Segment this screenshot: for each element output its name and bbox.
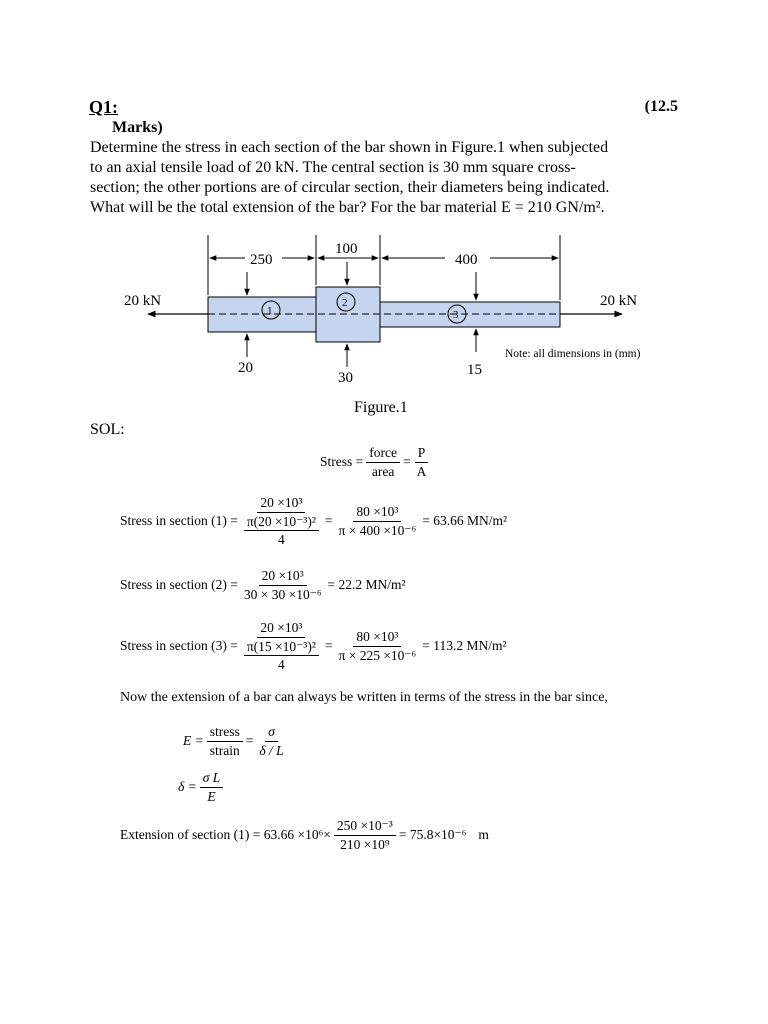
eq-lhs: Stress in section (3) = xyxy=(120,638,238,654)
extension-paragraph: Now the extension of a bar can always be written in terms of the stress in the bar since, xyxy=(120,690,608,705)
denominator: E xyxy=(207,788,216,804)
numerator: 20 ×10³ xyxy=(259,568,307,586)
fraction xyxy=(241,495,322,548)
bar-section-2 xyxy=(316,287,380,342)
fraction xyxy=(336,629,420,663)
fraction xyxy=(241,568,325,602)
length-label-2: 100 xyxy=(335,241,358,257)
numerator: stress xyxy=(207,724,243,742)
numerator: force xyxy=(366,445,400,463)
stress-section-2 xyxy=(120,568,406,602)
question-line-1: Determine the stress in each section of the bar shown in Figure.1 when subjected xyxy=(90,139,609,156)
equals: = xyxy=(324,638,333,654)
dimension-note: Note: all dimensions in (mm) xyxy=(505,348,641,360)
marks-value: (12.5 xyxy=(644,98,678,115)
numerator: 80 ×10³ xyxy=(353,629,401,647)
eq-lhs: Stress = xyxy=(320,454,364,470)
result: = 22.2 MN/m² xyxy=(327,577,406,593)
numerator: P xyxy=(415,445,429,463)
marks-word: Marks) xyxy=(112,119,163,136)
fraction xyxy=(207,724,243,758)
load-left-label: 20 kN xyxy=(124,293,162,309)
denominator: strain xyxy=(209,742,240,758)
diameter-label-2: 30 xyxy=(338,370,353,386)
stress-section-3 xyxy=(120,620,507,673)
fraction xyxy=(414,445,430,479)
denominator xyxy=(241,638,322,673)
section-id-3: 3 xyxy=(453,309,459,321)
numerator: σ xyxy=(265,724,278,742)
numerator: π(20 ×10⁻³)² xyxy=(244,514,319,532)
result: = 63.66 MN/m² xyxy=(422,513,508,529)
result: = 113.2 MN/m² xyxy=(422,638,507,654)
denominator: π × 400 ×10⁻⁶ xyxy=(338,522,417,538)
numerator: 20 ×10³ xyxy=(257,495,305,513)
denominator: A xyxy=(416,463,427,479)
question-line-4: What will be the total extension of the bar? For the bar material E = 210 GN/m². xyxy=(90,199,605,216)
numerator: 80 ×10³ xyxy=(353,504,401,522)
numerator: 20 ×10³ xyxy=(257,620,305,638)
eq-lhs: δ = xyxy=(178,779,197,795)
fraction xyxy=(366,445,400,479)
numerator: π(15 ×10⁻³)² xyxy=(244,639,319,657)
stress-section-1 xyxy=(120,495,507,548)
denominator xyxy=(241,513,322,548)
load-right-label: 20 kN xyxy=(600,293,638,309)
fraction xyxy=(336,504,420,538)
nested-fraction xyxy=(244,639,319,673)
equals: = xyxy=(324,513,333,529)
question-line-2: to an axial tensile load of 20 kN. The central section is 30 mm square cross- xyxy=(90,159,576,176)
result: = 75.8×10⁻⁶ xyxy=(398,827,467,843)
section-id-1: 1 xyxy=(267,305,273,317)
bar-figure xyxy=(0,0,768,430)
length-label-1: 250 xyxy=(250,252,273,268)
fraction xyxy=(200,770,224,804)
denominator: 30 × 30 ×10⁻⁶ xyxy=(243,586,322,602)
eq-lhs: E = xyxy=(183,733,204,749)
question-line-3: section; the other portions are of circular section, their diameters being indicated. xyxy=(90,179,610,196)
stress-definition xyxy=(320,445,432,479)
equals: = xyxy=(245,733,254,749)
denominator: 4 xyxy=(278,532,285,548)
section-id-2: 2 xyxy=(342,297,348,309)
denominator: 4 xyxy=(278,657,285,673)
eq-lhs: Stress in section (1) = xyxy=(120,513,238,529)
fraction xyxy=(241,620,322,673)
denominator: π × 225 ×10⁻⁶ xyxy=(338,647,417,663)
eq-lhs: Stress in section (2) = xyxy=(120,577,238,593)
numerator: σ L xyxy=(200,770,224,788)
denominator: area xyxy=(371,463,395,479)
nested-fraction xyxy=(244,514,319,548)
unit: m xyxy=(478,827,489,843)
question-label: Q1: xyxy=(89,97,118,117)
diameter-label-3: 15 xyxy=(467,362,482,378)
extension-formula xyxy=(178,770,226,804)
denominator: 210 ×10⁹ xyxy=(340,836,390,852)
solution-label: SOL: xyxy=(90,421,125,438)
extension-section-1 xyxy=(120,818,489,852)
equals: = xyxy=(402,454,411,470)
modulus-equation xyxy=(183,724,290,758)
length-label-3: 400 xyxy=(455,252,478,268)
fraction xyxy=(334,818,396,852)
numerator: 250 ×10⁻³ xyxy=(334,818,396,836)
diameter-label-1: 20 xyxy=(238,360,253,376)
eq-lhs: Extension of section (1) = 63.66 ×10⁶× xyxy=(120,827,331,843)
fraction xyxy=(256,724,286,758)
figure-caption: Figure.1 xyxy=(354,399,408,416)
denominator: δ / L xyxy=(259,742,284,758)
